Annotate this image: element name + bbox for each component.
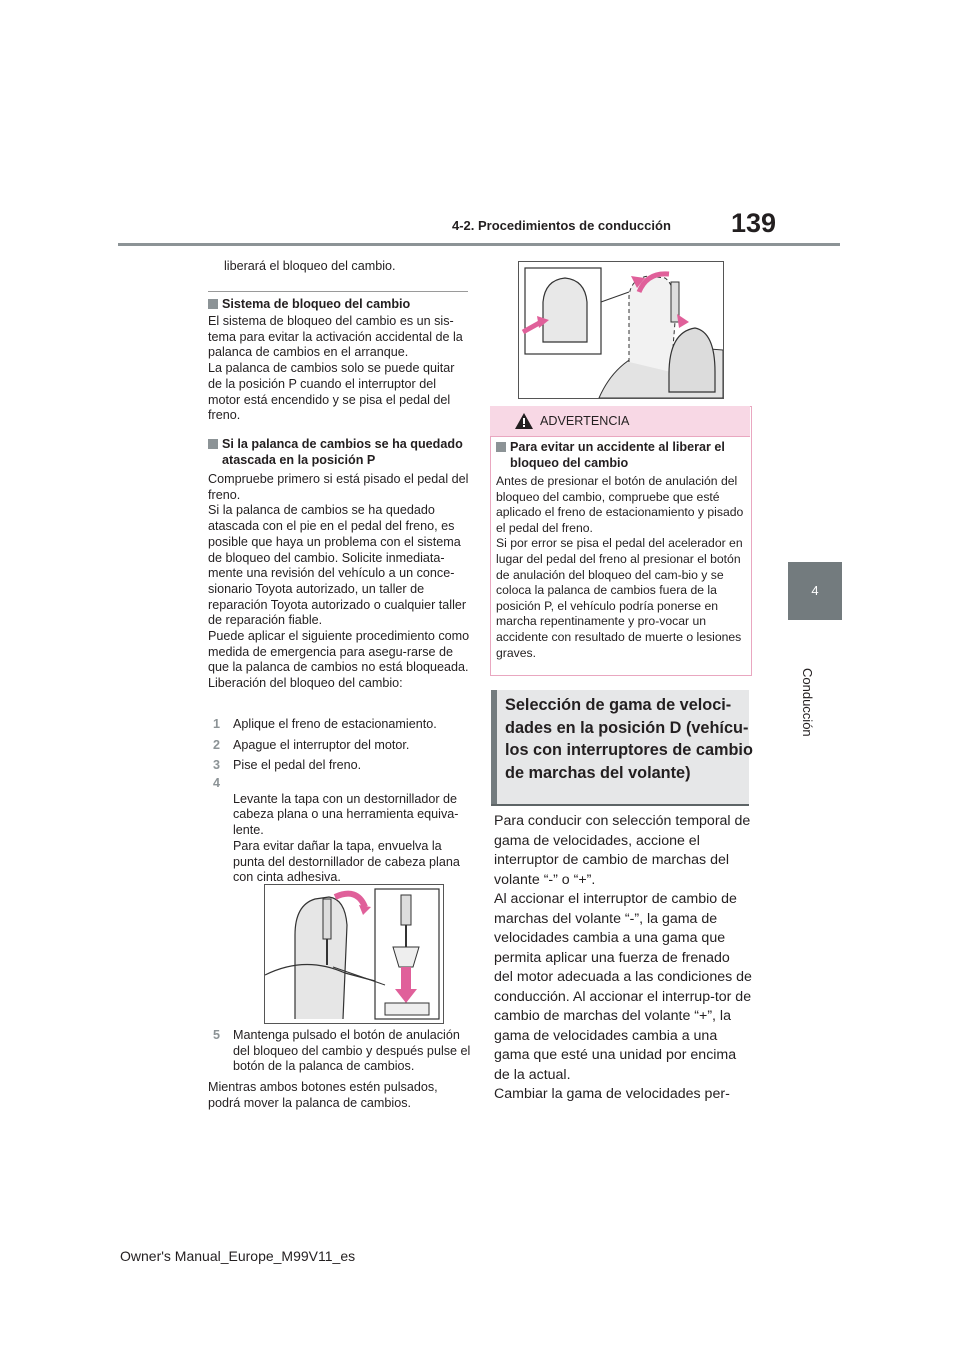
subhead-shift-lock: Sistema de bloqueo del cambio xyxy=(208,297,473,313)
header-rule xyxy=(118,243,840,246)
footer-text: Owner's Manual_Europe_M99V11_es xyxy=(120,1248,356,1264)
square-bullet-icon xyxy=(208,299,218,309)
warning-triangle-icon xyxy=(514,412,534,430)
separator xyxy=(208,291,468,292)
shift-lever-illustration xyxy=(518,261,724,399)
running-header: 4-2. Procedimientos de conducción xyxy=(452,218,671,233)
warning-body: Antes de presionar el botón de anulación del bloqueo del cambio, compruebe que esté aplicado el freno de estacionamiento y pisado el pedal del freno. Si por error se pisa el pedal del acelerador en lugar del pedal del freno al presionar el botón de anulación del bloqueo del cam-bio y se coloca la palanca de cambios fuera de la posición P, el vehículo podría ponerse en marcha repentinamente y pro-vocar un accidente con resultado de muerte o lesiones graves. xyxy=(496,474,744,660)
section-body: Para conducir con selección temporal de gama de velocidades, accione el interruptor de cambio de marchas del volante “-” o “+”. Al accionar el interruptor de cambio de marchas del volante “-”, la gama de velocidades cambia a una gama que permita aplicar una fuerza de frenado del motor adecuada a las condiciones de conducción. Al accionar el interrup-tor de cambio de marchas del volante “+”, la gama de velocidades cambia a una gama que esté una unidad por encima de la actual. Cambiar la gama de velocidades per- xyxy=(494,813,752,1102)
step-3: 3 Pise el pedal del freno. xyxy=(213,758,362,772)
warning-subhead: Para evitar un accidente al liberar el bloqueo del cambio xyxy=(496,440,758,471)
step-4: 4 Levante la tapa con un destornillador de cabeza plana o una herramienta equiva-lente. Para evitar dañar la tapa, envuelva la punta del destornillador de cabeza plana con cinta adhesiva. xyxy=(213,776,460,885)
paragraph-shift-lock: El sistema de bloqueo del cambio es un sis-tema para evitar la activación accidental de la palanca de cambios en el arranque. La palanca de cambios solo se puede quitar de la posición P cuando el interruptor del motor está encendido y se pisa el pedal del freno. xyxy=(208,314,463,423)
screwdriver-cap-illustration xyxy=(264,884,444,1024)
subhead-stuck-lever: Si la palanca de cambios se ha quedado atascada en la posición P xyxy=(208,437,484,468)
square-bullet-icon xyxy=(208,439,218,449)
intro-text: liberará el bloqueo del cambio. xyxy=(224,259,396,273)
step-5: 5 Mantenga pulsado el botón de anulación del bloqueo del cambio y después pulse el botón de la palanca de cambios. xyxy=(213,1028,471,1074)
chapter-tab: 4 xyxy=(788,562,842,620)
square-bullet-icon xyxy=(496,442,506,452)
step-2: 2 Apague el interruptor del motor. xyxy=(213,738,410,752)
paragraph-stuck-lever: Compruebe primero si está pisado el pedal del freno. Si la palanca de cambios se ha quedado atascada con el pie en el pedal del freno, es posible que haya un problema con el sistema de bloqueo del cambio. Solicite inmediata-mente una revisión del vehículo a un conce-sionario Toyota autorizado, un taller de reparación Toyota autorizado o cualquier taller de reparación fiable. Puede aplicar el siguiente procedimiento como medida de emergencia para asegu-rarse de que la palanca de cambios no está bloqueada. Liberación del bloqueo del cambio: xyxy=(208,472,470,691)
section-title: Selección de gama de veloci-dades en la posición D (vehícu-los con interruptores de cambio de marchas del volante) xyxy=(505,696,753,782)
page-number: 139 xyxy=(731,208,777,238)
warning-title: ADVERTENCIA xyxy=(540,414,630,428)
closing-text: Mientras ambos botones estén pulsados, podrá mover la palanca de cambios. xyxy=(208,1080,438,1110)
chapter-label: Conducción xyxy=(800,668,815,737)
step-1: 1 Aplique el freno de estacionamiento. xyxy=(213,717,437,731)
section-heading-bar xyxy=(491,690,497,804)
